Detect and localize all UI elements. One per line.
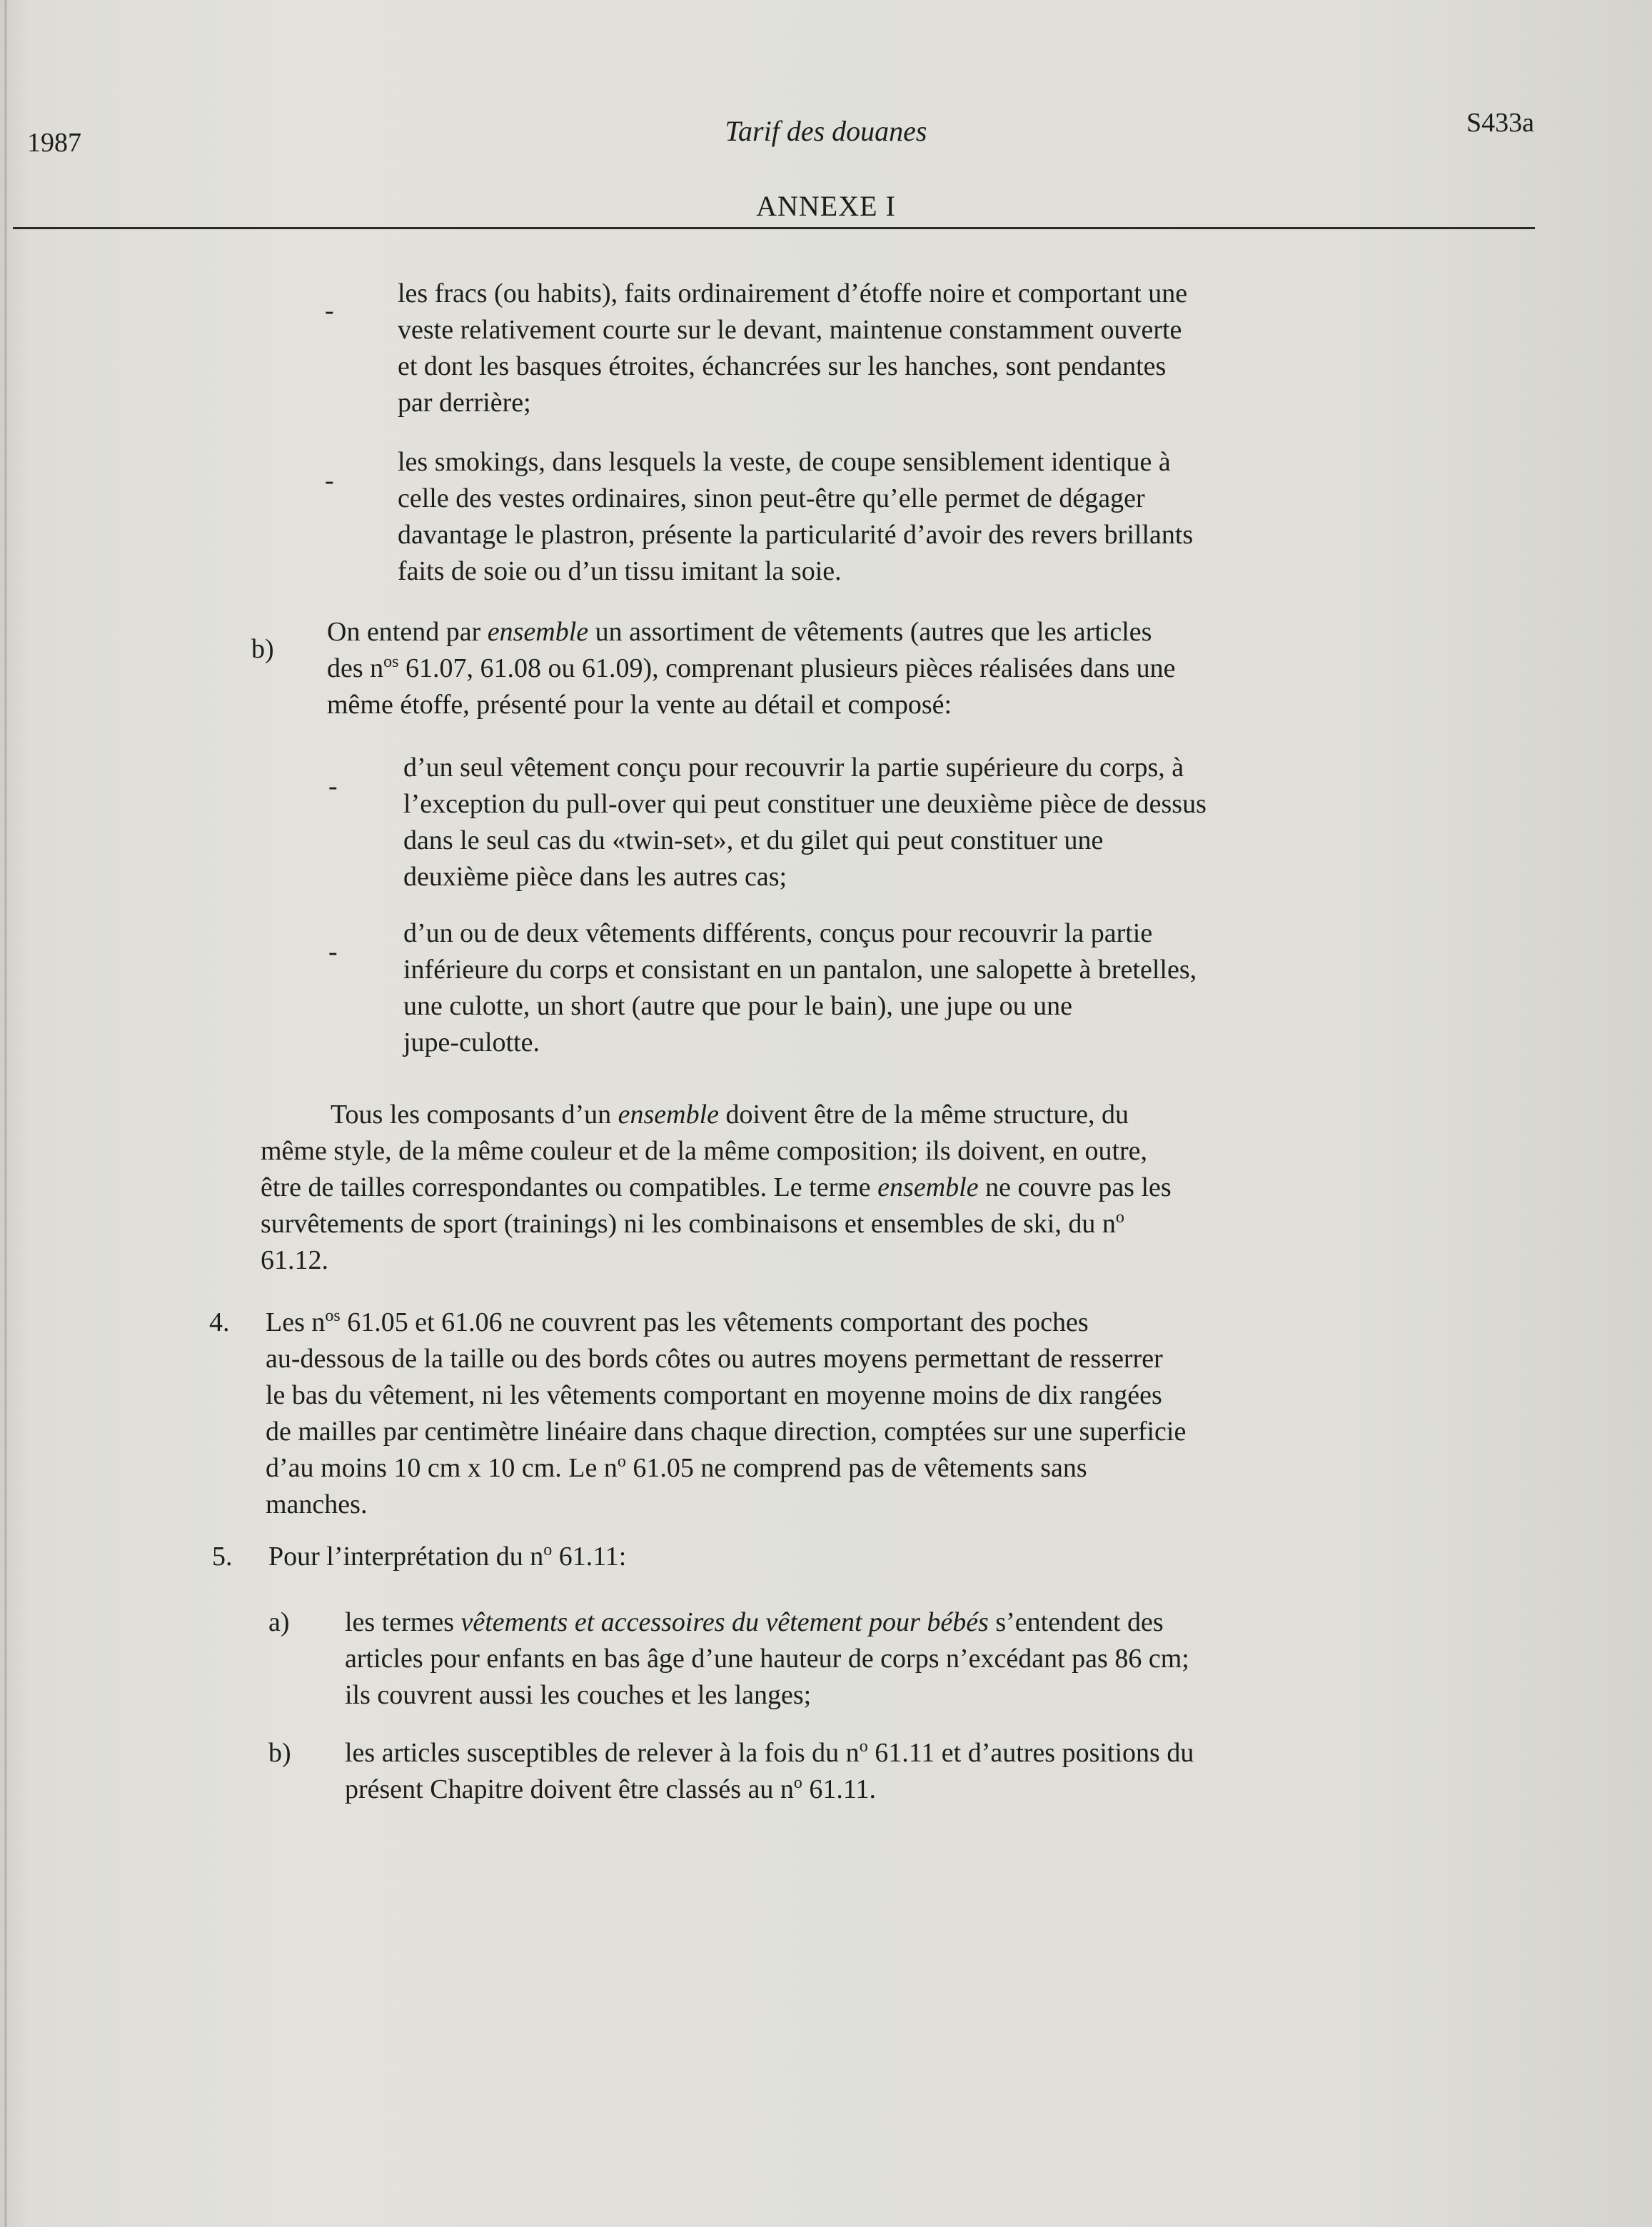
note-5-intro: [268, 1539, 626, 1575]
item-marker-a: a): [268, 1607, 290, 1637]
superscript: o: [543, 1541, 553, 1559]
superscript: os: [325, 1307, 341, 1325]
term-emphasis: ensemble: [618, 1100, 720, 1130]
text-line: ils couvrent aussi les couches et les langes;: [345, 1680, 812, 1710]
text-line: une culotte, un short (autre que pour le bain), une jupe ou une: [403, 991, 1073, 1021]
text-run: des n: [327, 653, 384, 683]
text-line: même style, de la même couleur et de la même composition; ils doivent, en outre,: [261, 1136, 1148, 1166]
superscript: o: [1115, 1208, 1124, 1227]
text-line: manches.: [266, 1489, 368, 1519]
item-marker-b: b): [268, 1738, 291, 1768]
header-rule: [13, 227, 1535, 229]
text-line: davantage le plastron, présente la particularité d’avoir des revers brillants: [398, 520, 1194, 550]
note-number: 4.: [209, 1307, 230, 1337]
text-run: d’au moins 10 cm x 10 cm. Le n: [266, 1453, 618, 1483]
text-run: présent Chapitre doivent être classés au n: [345, 1774, 794, 1804]
item-smokings: [398, 444, 1193, 590]
text-run: ne couvre pas les: [978, 1172, 1172, 1202]
text-line: par derrière;: [398, 388, 531, 418]
note-number: 5.: [212, 1542, 233, 1572]
superscript: o: [859, 1737, 868, 1756]
text-run: 61.11 et d’autres positions du: [867, 1738, 1194, 1768]
text-line: au-dessous de la taille ou des bords côtes ou autres moyens permettant de resserrer: [266, 1344, 1163, 1374]
dash-marker: -: [325, 466, 334, 496]
header-title: Tarif des douanes: [725, 115, 927, 147]
text-run: être de tailles correspondantes ou compatibles. Le terme: [261, 1172, 878, 1202]
text-line: faits de soie ou d’un tissu imitant la soie.: [398, 556, 842, 586]
text-line: l’exception du pull-over qui peut constituer une deuxième pièce de dessus: [403, 789, 1207, 819]
text-line: dans le seul cas du «twin-set», et du gilet qui peut constituer une: [403, 825, 1104, 855]
text-line: le bas du vêtement, ni les vêtements comportant en moyenne moins de dix rangées: [266, 1380, 1162, 1410]
text-line: deuxième pièce dans les autres cas;: [403, 862, 787, 892]
note-4: [266, 1304, 1186, 1523]
text-run: Les n: [266, 1307, 326, 1337]
term-emphasis: ensemble: [487, 617, 589, 647]
text-run: 61.05 ne comprend pas de vêtements sans: [625, 1453, 1087, 1483]
text-run: les termes: [345, 1607, 461, 1637]
superscript: os: [383, 653, 399, 671]
text-run: s’entendent des: [988, 1607, 1164, 1637]
text-run: 61.07, 61.08 ou 61.09), comprenant plusieurs pièces réalisées dans une: [398, 653, 1176, 683]
note-5-b: [345, 1735, 1194, 1808]
text-line: d’un seul vêtement conçu pour recouvrir la partie supérieure du corps, à: [403, 753, 1184, 783]
dash-marker: -: [325, 296, 334, 326]
text-run: 61.05 et 61.06 ne couvrent pas les vêtements comportant des poches: [340, 1307, 1089, 1337]
text-run: survêtements de sport (trainings) ni les combinaisons et ensembles de ski, du n: [261, 1209, 1116, 1239]
text-run: 61.11.: [802, 1774, 876, 1804]
term-emphasis: ensemble: [877, 1172, 979, 1202]
item-fracs: [398, 276, 1187, 421]
text-line: 61.12.: [261, 1245, 328, 1275]
item-lower-garment: [403, 915, 1197, 1061]
text-line: les smokings, dans lesquels la veste, de coupe sensiblement identique à: [398, 447, 1171, 477]
text-line: même étoffe, présenté pour la vente au détail et composé:: [327, 690, 952, 720]
term-emphasis: vêtements et accessoires du vêtement pour bébés: [460, 1607, 989, 1637]
note-5-a: [345, 1604, 1189, 1714]
text-line: les fracs (ou habits), faits ordinairement d’étoffe noire et comportant une: [398, 278, 1188, 308]
text-run: doivent être de la même structure, du: [719, 1100, 1129, 1130]
text-run: Tous les composants d’un: [331, 1100, 618, 1130]
text-line: de mailles par centimètre linéaire dans chaque direction, comptées sur une superficie: [266, 1417, 1187, 1447]
text-run: Pour l’interprétation du n: [268, 1542, 544, 1572]
text-line: veste relativement courte sur le devant, maintenue constamment ouverte: [398, 315, 1182, 345]
text-line: articles pour enfants en bas âge d’une hauteur de corps n’excédant pas 86 cm;: [345, 1644, 1189, 1674]
binding-edge: [4, 0, 7, 2227]
superscript: o: [617, 1452, 626, 1471]
item-upper-garment: [403, 750, 1207, 895]
item-ensemble: [327, 614, 1176, 723]
paragraph-composants: [261, 1097, 1172, 1279]
text-line: inférieure du corps et consistant en un pantalon, une salopette à bretelles,: [403, 955, 1197, 985]
text-run: un assortiment de vêtements (autres que les articles: [588, 617, 1152, 647]
header-year: 1987: [27, 128, 81, 158]
dash-marker: -: [328, 937, 338, 967]
header-code: S433a: [1466, 108, 1534, 138]
text-line: d’un ou de deux vêtements différents, conçus pour recouvrir la partie: [403, 918, 1153, 948]
text-line: celle des vestes ordinaires, sinon peut-être qu’elle permet de dégager: [398, 483, 1145, 513]
text-run: 61.11:: [552, 1542, 627, 1572]
text-line: jupe-culotte.: [403, 1027, 540, 1057]
text-run: les articles susceptibles de relever à la fois du n: [345, 1738, 860, 1768]
annex-heading: ANNEXE I: [756, 190, 896, 222]
text-run: On entend par: [327, 617, 488, 647]
dash-marker: -: [328, 771, 338, 801]
superscript: o: [793, 1774, 802, 1792]
item-marker-b: b): [251, 634, 274, 664]
text-line: et dont les basques étroites, échancrées sur les hanches, sont pendantes: [398, 351, 1167, 381]
